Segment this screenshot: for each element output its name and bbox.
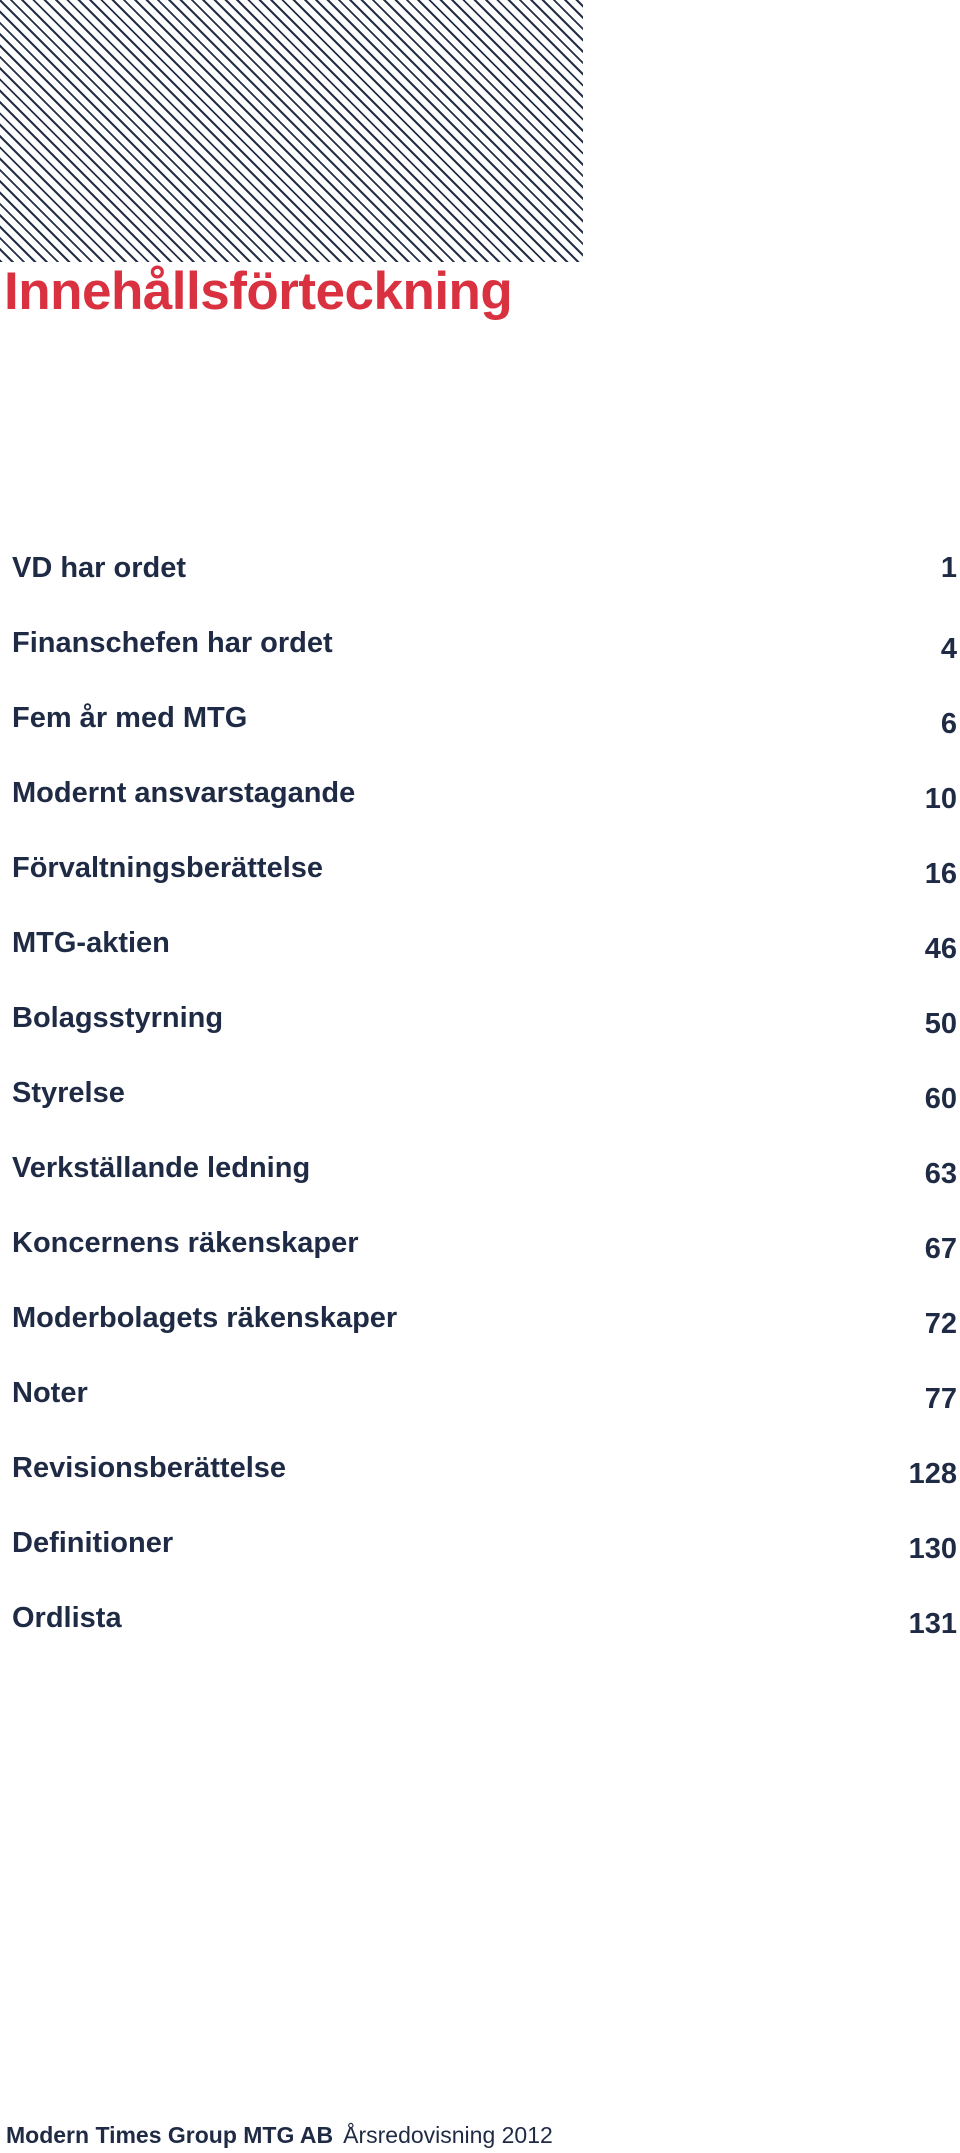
toc-entry[interactable] — [12, 540, 960, 615]
toc-entry[interactable] — [12, 840, 960, 915]
toc-entry-page: 16 — [924, 858, 957, 890]
page-title: Innehållsförteckning — [4, 262, 513, 321]
toc-entry-page: 50 — [924, 1008, 957, 1040]
toc-entry[interactable] — [12, 1515, 960, 1590]
toc-entry-label: Förvaltningsberättelse — [12, 852, 324, 884]
toc-entry-page: 131 — [908, 1608, 957, 1640]
toc-entry[interactable] — [12, 1215, 960, 1290]
toc-entry-page: 4 — [940, 633, 957, 665]
toc-entry[interactable] — [12, 765, 960, 840]
hatched-banner — [0, 0, 583, 262]
toc-entry-label: Styrelse — [12, 1077, 125, 1109]
toc-entry-label: Verkställande ledning — [12, 1152, 311, 1184]
toc-entry[interactable] — [12, 915, 960, 990]
toc-entry-label: Ordlista — [12, 1602, 122, 1634]
toc-entry-label: Moderbolagets räkenskaper — [12, 1302, 398, 1334]
footer-company: Modern Times Group MTG AB — [6, 2122, 334, 2148]
toc-entry[interactable] — [12, 615, 960, 690]
toc-entry-label: Bolagsstyrning — [12, 1002, 224, 1034]
toc-entry-page: 60 — [924, 1083, 957, 1115]
toc-entry-page: 46 — [924, 933, 957, 965]
toc-entry[interactable] — [12, 1065, 960, 1140]
table-of-contents — [12, 540, 960, 1665]
toc-entry-page: 77 — [924, 1383, 957, 1415]
toc-entry-page: 72 — [924, 1308, 957, 1340]
toc-entry[interactable] — [12, 1365, 960, 1440]
toc-entry[interactable] — [12, 1140, 960, 1215]
toc-entry-label: Definitioner — [12, 1527, 174, 1559]
toc-entry-page: 130 — [908, 1533, 957, 1565]
toc-entry-label: Modernt ansvarstagande — [12, 777, 356, 809]
toc-entry-label: VD har ordet — [12, 552, 187, 584]
toc-entry-label: Koncernens räkenskaper — [12, 1227, 359, 1259]
toc-entry-page: 128 — [908, 1458, 957, 1490]
toc-entry-label: Noter — [12, 1377, 88, 1409]
toc-entry[interactable] — [12, 1440, 960, 1515]
toc-entry[interactable] — [12, 1590, 960, 1665]
toc-entry-label: Revisionsberättelse — [12, 1452, 287, 1484]
toc-entry-page: 1 — [940, 552, 957, 584]
toc-entry-page: 67 — [924, 1233, 957, 1265]
toc-entry-label: Finanschefen har ordet — [12, 627, 333, 659]
toc-entry-page: 6 — [940, 708, 957, 740]
toc-entry-page: 63 — [924, 1158, 957, 1190]
toc-entry-label: MTG-aktien — [12, 927, 170, 959]
toc-entry-label: Fem år med MTG — [12, 702, 248, 734]
footer-publication: Årsredovisning 2012 — [343, 2122, 553, 2148]
toc-entry-page: 10 — [924, 783, 957, 815]
toc-entry[interactable] — [12, 690, 960, 765]
toc-entry[interactable] — [12, 1290, 960, 1365]
toc-entry[interactable] — [12, 990, 960, 1065]
page-footer — [6, 2120, 553, 2150]
